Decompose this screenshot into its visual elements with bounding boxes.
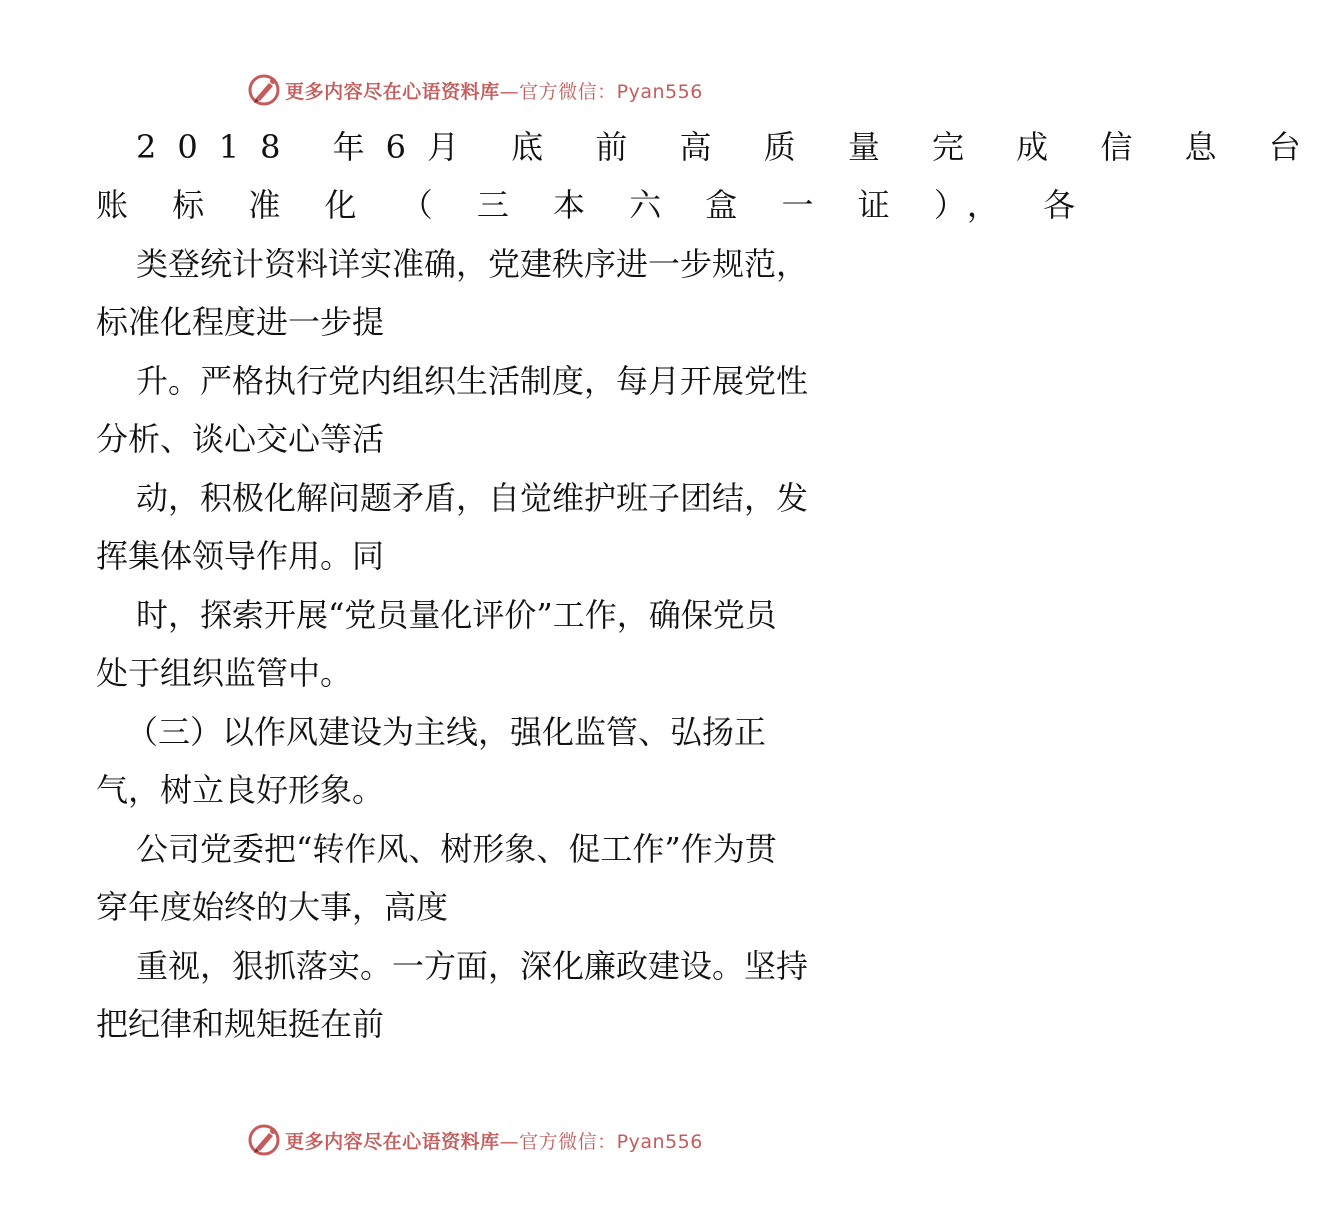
banner-dash: — — [499, 80, 520, 103]
body-line-4: 标准化程度进一步提 — [96, 303, 385, 341]
body-line-2: 账 标 准 化 （ 三 本 六 盒 一 证 ）， 各 — [96, 186, 1093, 224]
body-line-14: 穿年度始终的大事，高度 — [96, 888, 449, 926]
banner-contact-text: 官方微信：Pyan556 — [519, 80, 703, 103]
body-line-9: 时，探索开展“党员量化评价”工作，确保党员 — [136, 596, 777, 634]
body-line-7: 动，积极化解问题矛盾，自觉维护班子团结，发 — [136, 479, 809, 517]
body-line-16: 把纪律和规矩挺在前 — [96, 1005, 385, 1043]
body-line-5: 升。严格执行党内组织生活制度，每月开展党性 — [136, 362, 809, 400]
body-line-8: 挥集体领导作用。同 — [96, 537, 385, 575]
banner-site-text: 更多内容尽在心语资料库 — [285, 80, 500, 103]
body-line-13: 公司党委把“转作风、树形象、促工作”作为贯 — [136, 830, 777, 868]
banner-dash: — — [499, 1130, 520, 1153]
body-line-15: 重视，狠抓落实。一方面，深化廉政建设。坚持 — [136, 947, 809, 985]
header-banner — [0, 70, 950, 110]
body-line-3: 类登统计资料详实准确，党建秩序进一步规范， — [136, 245, 809, 283]
banner-site-text: 更多内容尽在心语资料库 — [285, 1130, 500, 1153]
body-line-10: 处于组织监管中。 — [96, 654, 353, 692]
body-line-11: （三）以作风建设为主线，强化监管、弘扬正 — [126, 713, 767, 751]
body-line-6: 分析、谈心交心等活 — [96, 420, 385, 458]
body-line-12: 气，树立良好形象。 — [96, 771, 385, 809]
pen-logo-icon — [247, 73, 281, 107]
banner-contact-text: 官方微信：Pyan556 — [519, 1130, 703, 1153]
body-line-1: 2018 年6月 底 前 高 质 量 完 成 信 息 台 — [136, 128, 1322, 166]
pen-logo-icon — [247, 1123, 281, 1157]
footer-banner — [0, 1120, 950, 1160]
